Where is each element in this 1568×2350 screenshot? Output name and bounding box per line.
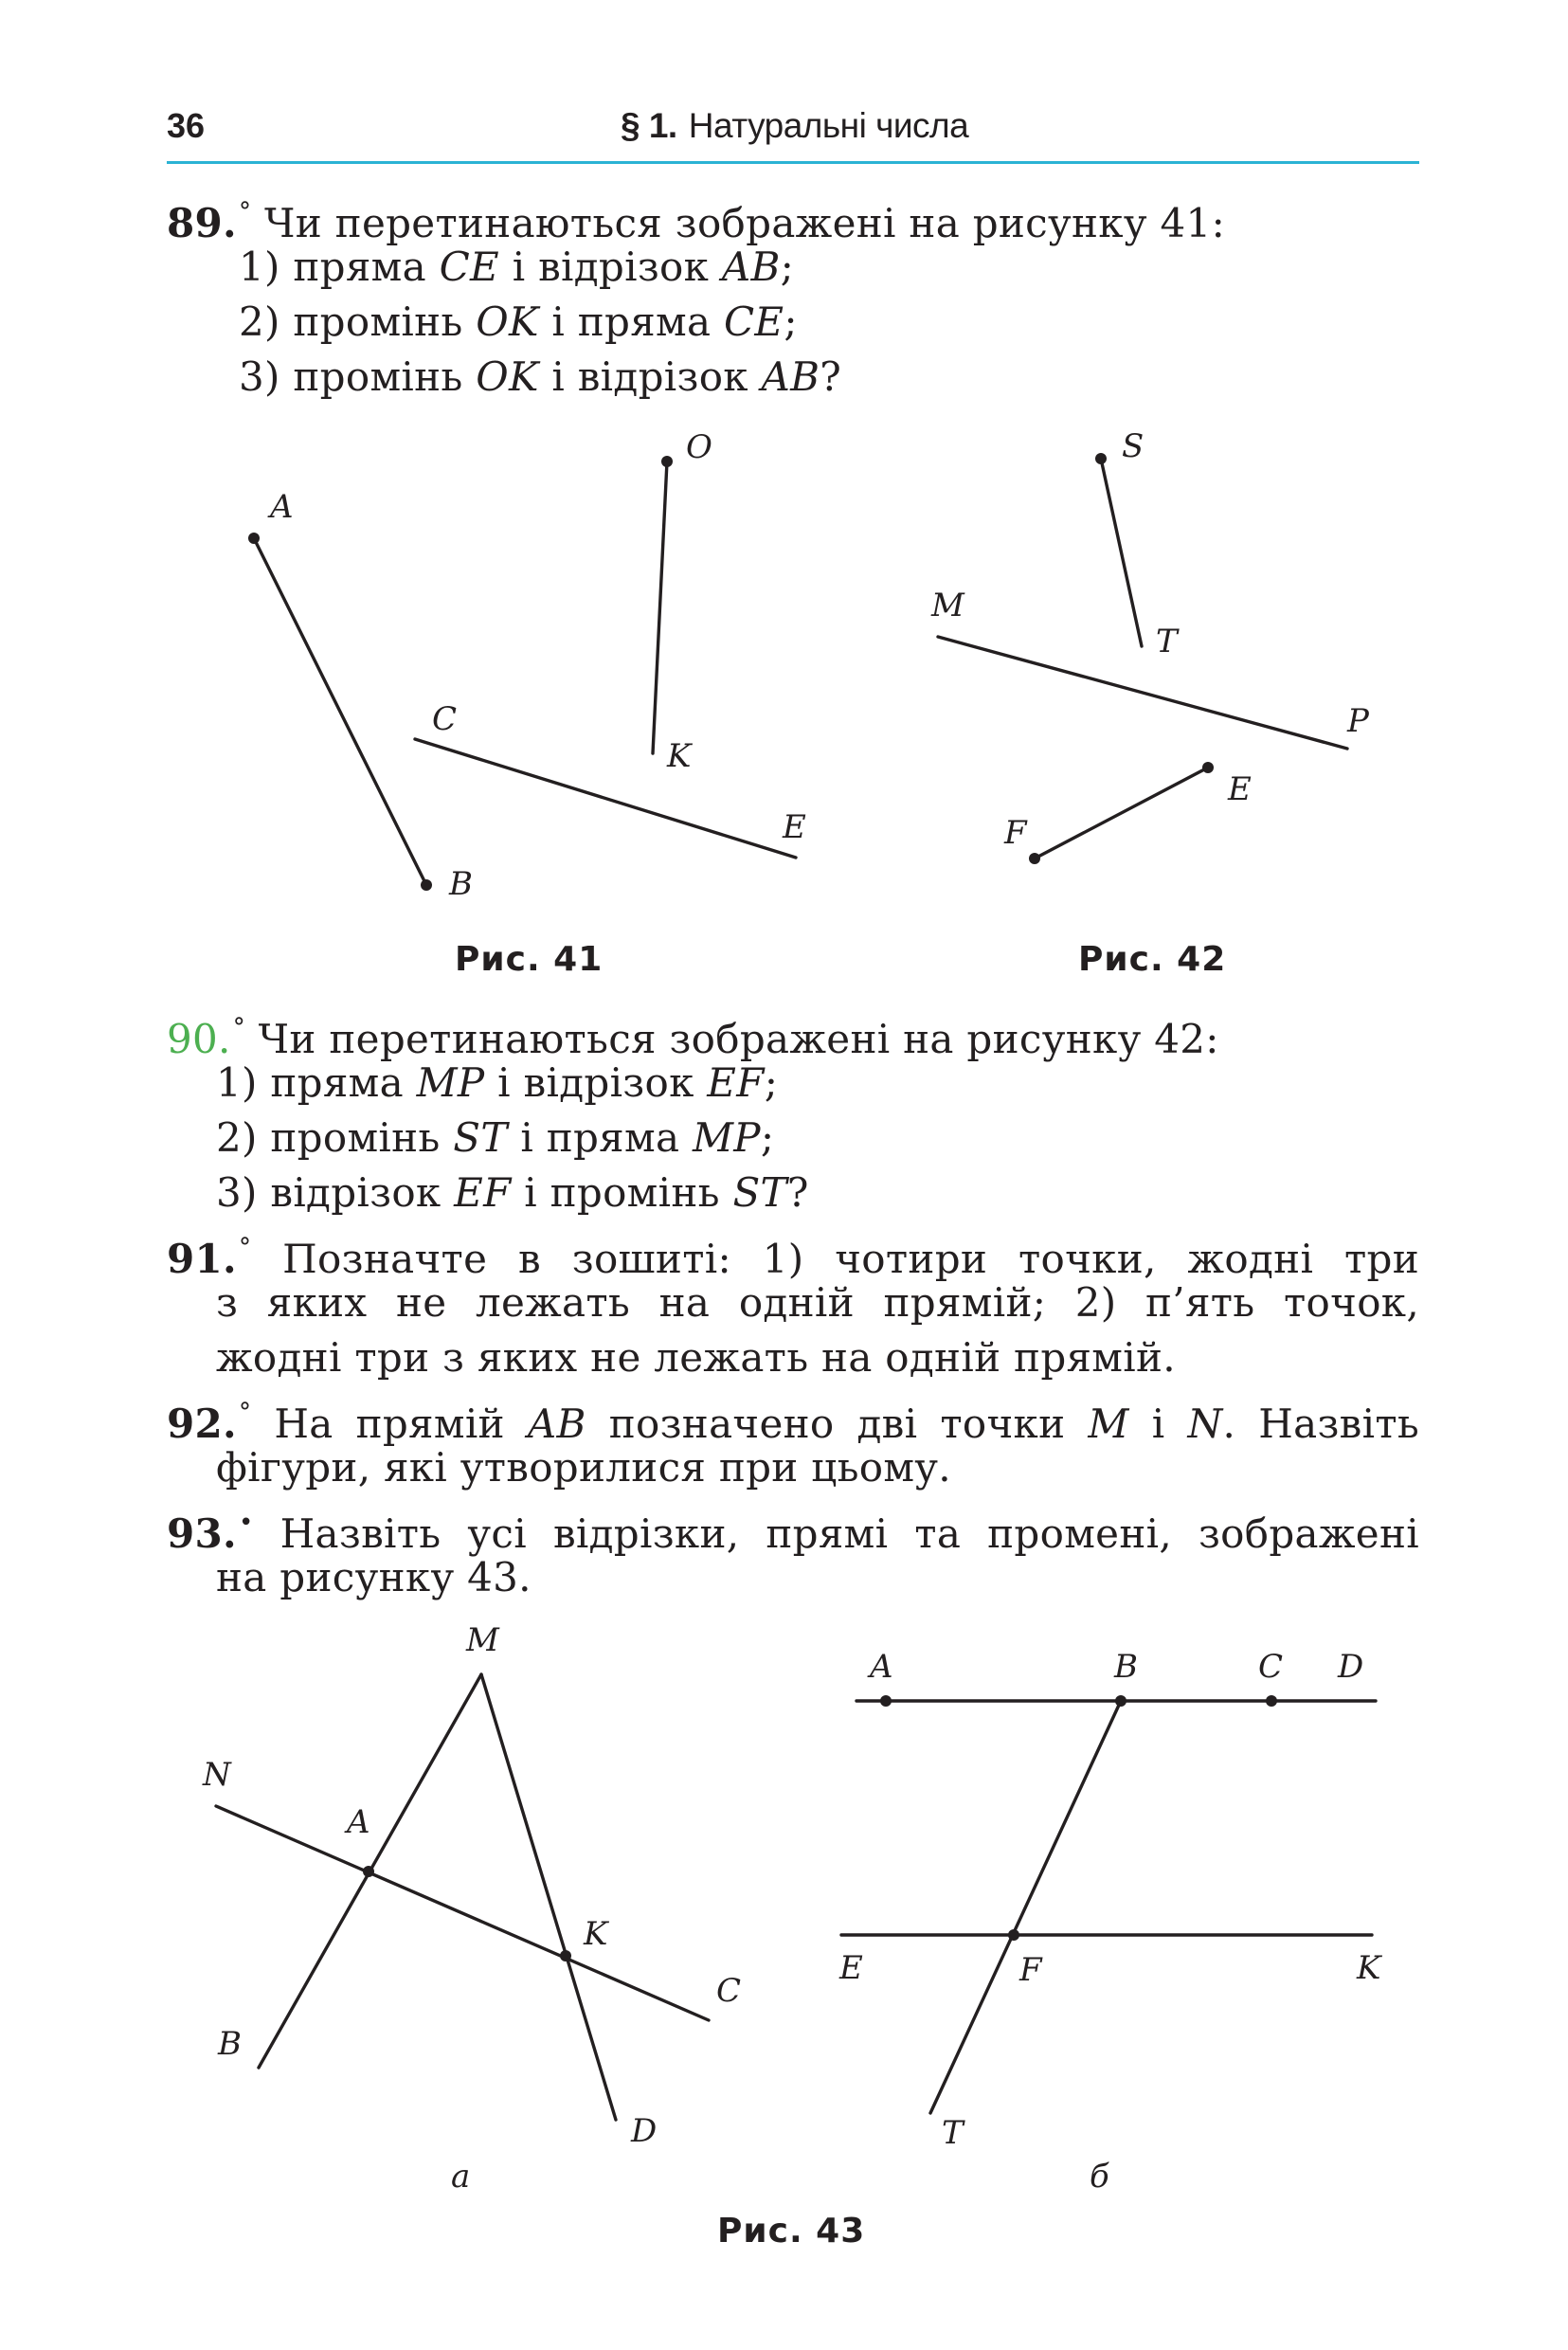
problem-90-item-3: 3) відрізок EF і промінь ST? [216, 1169, 809, 1216]
label-F: F [1004, 814, 1027, 852]
figure-41-caption: Рис. 41 [455, 940, 604, 979]
point-S [1095, 453, 1107, 464]
figure-42 [930, 427, 1370, 864]
problem-91-line-1: 91.° Позначте в зошиті: 1) чотири точки, жодні три [167, 1234, 1419, 1282]
problem-93-line-2: на рисунку 43. [216, 1554, 532, 1600]
difficulty-mark: ° [232, 1014, 246, 1042]
problem-91-line-2: з яких не лежать на одній прямій; 2) п’ять точок, [216, 1279, 1419, 1326]
problem-93-line-1: 93.• Назвіть усі відрізки, прямі та промені, зображені [167, 1509, 1419, 1557]
sub-label-b: б [1090, 2158, 1109, 2196]
point-F [1029, 853, 1040, 864]
problem-90-question: 90.° Чи перетинаються зображені на рисунку 42: [167, 1014, 1219, 1062]
problem-90-number: 90. [167, 1016, 231, 1062]
difficulty-mark: ° [238, 198, 252, 226]
problem-91-number: 91. [167, 1236, 237, 1282]
segment-AB [254, 538, 426, 885]
label-E: E [839, 1949, 863, 1987]
label-C: C [716, 1972, 742, 2010]
page-number: 36 [167, 106, 206, 145]
figure-42-caption: Рис. 42 [1078, 940, 1227, 979]
label-A: A [270, 488, 294, 526]
point-C [1266, 1695, 1277, 1707]
problem-92-line-2: фігури, які утворилися при цьому. [216, 1444, 951, 1491]
label-T: T [1156, 623, 1178, 660]
problem-89-item-2: 2) промінь OK і пряма CE; [239, 298, 798, 345]
line-MP [938, 637, 1347, 749]
label-P: P [1347, 702, 1369, 740]
label-F: F [1019, 1951, 1042, 1989]
label-N: N [203, 1756, 231, 1794]
label-K: K [667, 737, 692, 775]
label-A: A [347, 1803, 370, 1841]
line-CE [415, 739, 796, 858]
point-A [248, 533, 260, 544]
problem-90-item-1: 1) пряма MP і відрізок EF; [216, 1059, 779, 1106]
figure-41 [248, 428, 806, 903]
problem-91-line-3: жодні три з яких не лежать на одній прямій. [216, 1334, 1176, 1381]
label-C: C [432, 700, 458, 738]
label-B: B [1114, 1648, 1138, 1686]
label-D: D [631, 2112, 658, 2150]
point-O [661, 456, 673, 467]
point-K [560, 1950, 571, 1961]
line-NC [216, 1806, 709, 2020]
label-K: K [1357, 1949, 1381, 1987]
label-M: M [931, 587, 964, 624]
label-B: B [449, 865, 473, 903]
label-M: M [466, 1621, 499, 1659]
problem-89-item-3: 3) промінь OK і відрізок AB? [239, 353, 842, 400]
problem-92-number: 92. [167, 1401, 237, 1447]
ray-ST [1101, 459, 1142, 646]
ray-OK [653, 461, 667, 753]
sub-label-a: а [451, 2158, 471, 2196]
figure-43a [202, 1621, 741, 2196]
figure-43b [838, 1648, 1383, 2196]
problem-90-item-2: 2) промінь ST і пряма MP; [216, 1114, 775, 1161]
section-title: Натуральні числа [688, 106, 969, 145]
point-B [421, 879, 432, 891]
problem-89-item-1: 1) пряма CE і відрізок AB; [239, 244, 795, 290]
label-C: C [1258, 1648, 1284, 1686]
label-D: D [1338, 1648, 1364, 1686]
ray-BT [930, 1701, 1121, 2113]
point-E [1202, 762, 1214, 773]
point-A [880, 1695, 892, 1707]
point-F [1008, 1929, 1019, 1941]
label-K: K [584, 1915, 608, 1953]
line-MD [481, 1674, 616, 2120]
problem-92-line-1: 92.° На прямій AB позначено дві точки M і N. Назвіть [167, 1399, 1420, 1447]
label-E: E [1228, 770, 1252, 808]
label-S: S [1122, 427, 1144, 465]
problem-89-question: 89.° Чи перетинаються зображені на рисунку 41: [167, 198, 1226, 246]
label-T: T [942, 2114, 964, 2152]
label-O: O [686, 428, 712, 466]
segment-FE [1035, 768, 1208, 859]
problem-93-number: 93. [167, 1510, 237, 1557]
section-number: § 1. [621, 106, 677, 145]
figure-43-caption: Рис. 43 [717, 2212, 866, 2251]
label-E: E [783, 808, 806, 846]
label-A: A [870, 1648, 893, 1686]
point-B [1115, 1695, 1126, 1707]
point-A [363, 1866, 374, 1877]
label-B: B [218, 2025, 242, 2063]
problem-89-number: 89. [167, 200, 237, 246]
